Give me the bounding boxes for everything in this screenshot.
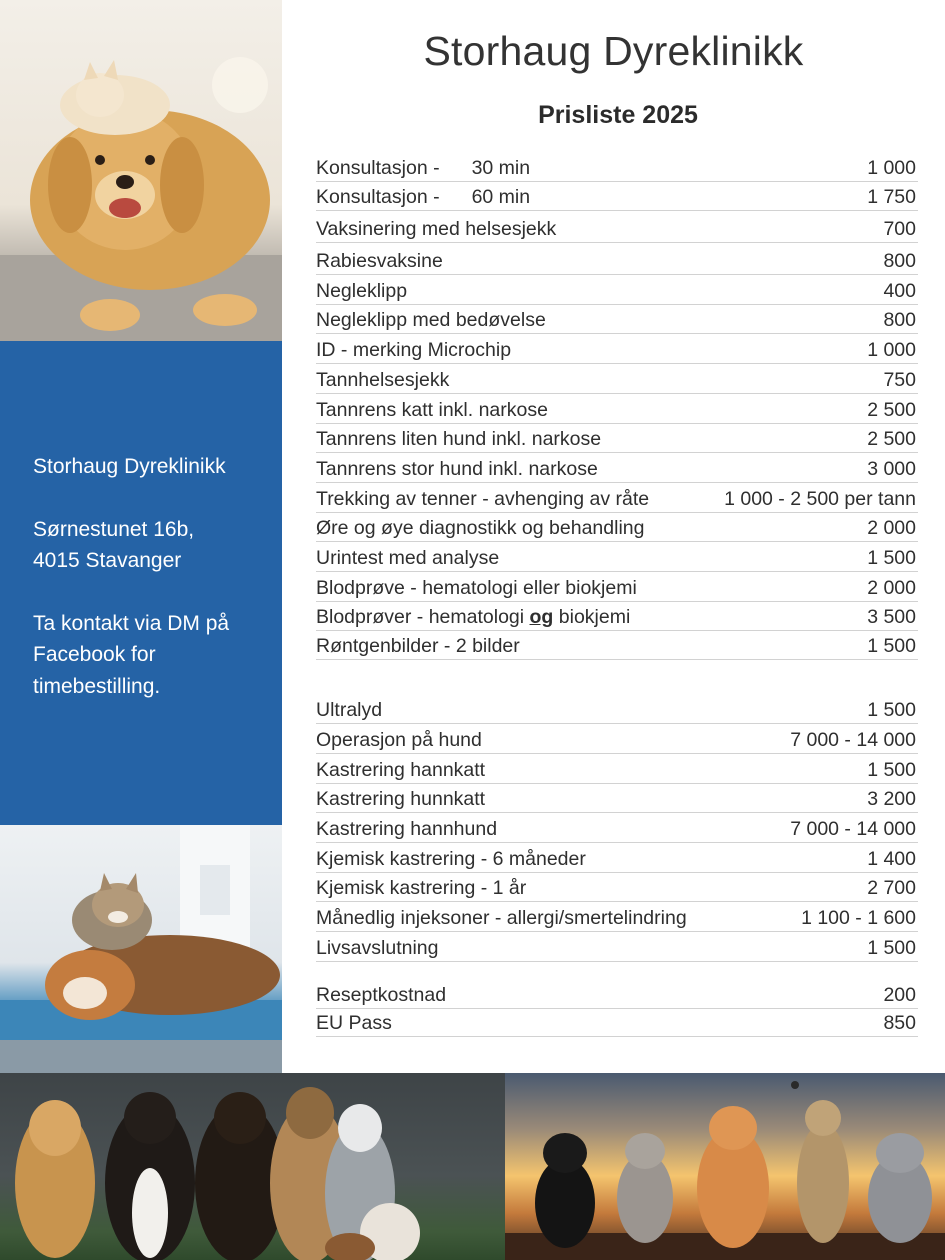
service-label: Kjemisk kastrering - 1 år (316, 877, 527, 899)
service-price: 1 500 (867, 937, 916, 959)
price-row (316, 486, 918, 513)
service-price: 1 500 (867, 759, 916, 781)
page-title: Storhaug Dyreklinikk (423, 28, 804, 74)
service-label: Tannhelsesjekk (316, 369, 450, 391)
price-row (316, 456, 918, 483)
service-label: Øre og øye diagnostikk og behandling (316, 517, 645, 539)
price-row (316, 184, 918, 211)
booking-line-1: Ta kontakt via DM på (33, 611, 230, 635)
service-price: 2 700 (867, 877, 916, 899)
price-row (316, 905, 918, 932)
duration: 30 min (471, 157, 531, 179)
price-row (316, 875, 918, 902)
service-label: Trekking av tenner - avhenging av råte (316, 488, 650, 510)
service-price: 7 000 - 14 000 (790, 729, 916, 751)
duration: 60 min (471, 186, 531, 208)
price-row (316, 397, 918, 424)
service-price: 700 (883, 218, 916, 240)
price-row (316, 248, 918, 275)
price-list-heading: Prisliste 2025 (538, 101, 698, 129)
photo-cats-sunset (505, 1073, 945, 1260)
service-label: Livsavslutning (316, 937, 439, 959)
price-row (316, 307, 918, 334)
service-price: 400 (883, 280, 916, 302)
service-label: Operasjon på hund (316, 729, 482, 751)
booking-line-3: timebestilling. (33, 674, 161, 698)
service-label: Reseptkostnad (316, 984, 447, 1006)
service-label: Negleklipp (316, 280, 408, 302)
service-label: Konsultasjon - 30 min (316, 157, 531, 179)
price-row (316, 155, 918, 182)
contact-panel (0, 341, 282, 825)
service-label: Kjemisk kastrering - 6 måneder (316, 848, 586, 870)
service-label: Kastrering hannkatt (316, 759, 486, 781)
service-label: Rabiesvaksine (316, 250, 443, 272)
service-label: Tannrens katt inkl. narkose (316, 399, 548, 421)
service-label: Tannrens stor hund inkl. narkose (316, 458, 598, 480)
service-price: 7 000 - 14 000 (790, 818, 916, 840)
booking-line-2: Facebook for (33, 643, 156, 666)
clinic-name: Storhaug Dyreklinikk (33, 455, 226, 478)
price-row (316, 935, 918, 962)
service-label: Kastrering hannhund (316, 818, 498, 840)
price-row (316, 1010, 918, 1037)
service-price: 1 500 (867, 699, 916, 721)
service-label: Konsultasjon - 60 min (316, 186, 531, 208)
service-price: 850 (883, 1012, 916, 1034)
service-price: 2 000 (867, 577, 916, 599)
service-price: 2 000 (867, 517, 916, 539)
price-row (316, 846, 918, 873)
price-row (316, 216, 918, 243)
price-row (316, 727, 918, 754)
service-price: 800 (883, 250, 916, 272)
price-row (316, 757, 918, 784)
price-row (316, 367, 918, 394)
price-row (316, 816, 918, 843)
price-row (316, 575, 918, 602)
service-label: Kastrering hunnkatt (316, 788, 486, 810)
service-label: ID - merking Microchip (316, 339, 512, 361)
service-price: 200 (883, 984, 916, 1006)
service-label: Blodprøve - hematologi eller biokjemi (316, 577, 637, 599)
service-price: 3 500 (867, 606, 916, 628)
service-price: 1 500 (867, 635, 916, 657)
service-label: Røntgenbilder - 2 bilder (316, 635, 520, 657)
service-price: 3 200 (867, 788, 916, 810)
service-price: 1 000 - 2 500 per tann (724, 488, 916, 510)
price-row (316, 786, 918, 813)
address-line-1: Sørnestunet 16b, (33, 517, 195, 541)
price-row (316, 426, 918, 453)
service-label: Tannrens liten hund inkl. narkose (316, 428, 602, 450)
price-row (316, 633, 918, 660)
service-price: 1 400 (867, 848, 916, 870)
service-price: 2 500 (867, 399, 916, 421)
service-price: 3 000 (867, 458, 916, 480)
service-price: 1 500 (867, 547, 916, 569)
emphasis-og: og (529, 606, 554, 628)
price-row (316, 337, 918, 364)
photo-cat-and-dog (0, 0, 282, 341)
price-row (316, 697, 918, 724)
address-line-2: 4015 Stavanger (33, 549, 182, 572)
service-price: 1 000 (867, 339, 916, 361)
service-label: Urintest med analyse (316, 547, 500, 569)
photo-dogs-row (0, 1073, 505, 1260)
service-label: EU Pass (316, 1012, 392, 1034)
service-label: Blodprøver - hematologi og biokjemi (316, 606, 631, 628)
service-price: 2 500 (867, 428, 916, 450)
price-row (316, 982, 918, 1009)
service-label: Ultralyd (316, 699, 383, 721)
service-label: Vaksinering med helsesjekk (316, 218, 557, 240)
price-row (316, 515, 918, 542)
service-price: 1 750 (867, 186, 916, 208)
service-price: 1 100 - 1 600 (801, 907, 916, 929)
service-label: Månedlig injeksoner - allergi/smertelindring (316, 907, 687, 929)
photo-cat-dog-exam-table (0, 825, 282, 1075)
service-label: Negleklipp med bedøvelse (316, 309, 546, 331)
price-row (316, 278, 918, 305)
service-price: 750 (883, 369, 916, 391)
service-price: 1 000 (867, 157, 916, 179)
price-row (316, 545, 918, 572)
price-row (316, 604, 918, 631)
service-price: 800 (883, 309, 916, 331)
